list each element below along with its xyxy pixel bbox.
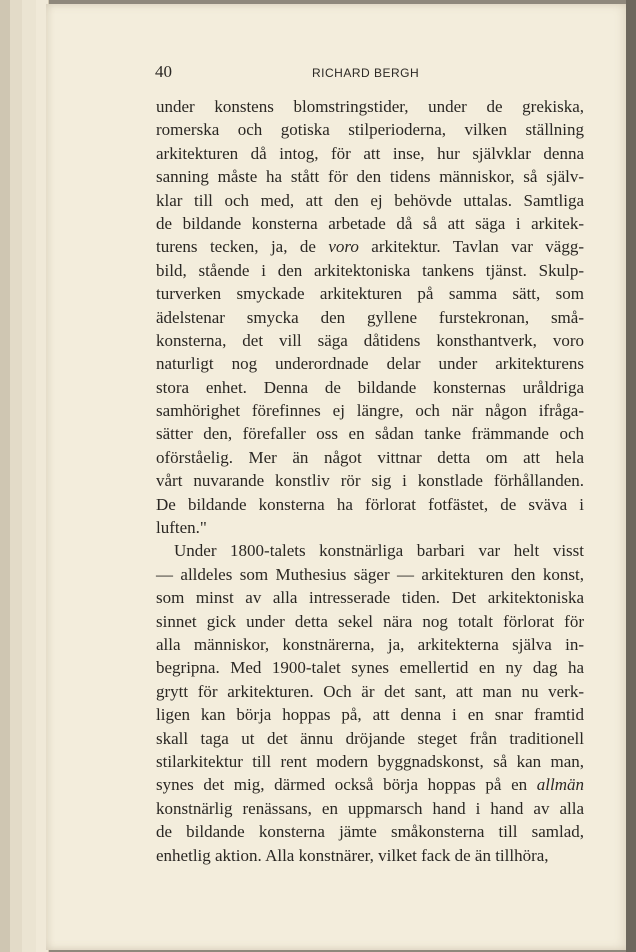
text-line: grytt för arkitekturen. Och är det sant, att man nu verk- [156, 681, 584, 701]
text-line: sanning måste ha stått för den tidens människor, så själv- [156, 167, 584, 187]
text-line: romerska och gotiska stilperioderna, vilken ställning [156, 120, 584, 140]
text-line: samhörighet förefinnes ej längre, och när någon ifråga- [156, 401, 584, 421]
page-header [155, 62, 585, 86]
italic-word: voro [328, 237, 359, 257]
running-head: RICHARD BERGH [312, 66, 420, 80]
text-line: ädelstenar smycka den gyllene furstekronan, små- [156, 307, 584, 327]
text-line: naturligt nog underordnade delar under arkitekturens [156, 354, 584, 374]
text-line: begripna. Med 1900-talet synes emellertid en ny dag ha [156, 658, 584, 678]
text-line: sätter den, förefaller oss en sådan tanke främmande och [156, 424, 584, 444]
text-line: De bildande konsterna ha förlorat fotfästet, de sväva i [156, 494, 584, 514]
italic-word: allmän [536, 775, 584, 795]
text-line: vårt nuvarande konstliv rör sig i konstlade förhållanden. [156, 471, 584, 491]
text-line [156, 235, 584, 258]
text-line: stilarkitektur till rent modern byggnadskonst, så kan man, [156, 751, 584, 771]
text-line: ligen kan börja hoppas på, att denna i en snar framtid [156, 705, 584, 725]
text-line [156, 773, 584, 796]
text-line: stora enhet. Denna de bildande konsternas uråldriga [156, 377, 584, 397]
text-line: enhetlig aktion. Alla konstnärer, vilket fack de än tillhöra, [156, 845, 549, 865]
page-stack-edge [22, 0, 37, 952]
text-line: konsterna, det vill säga dåtidens konsthantverk, voro [156, 330, 584, 350]
text-line: de bildande konsterna arbetade då så att säga i arkitek- [156, 213, 584, 233]
text-line: skall taga ut det ännu dröjande steget från traditionell [156, 728, 584, 748]
text-line: sinnet gick under detta sekel nära nog totalt förlorat för [156, 611, 584, 631]
text-segment: arkitektur. Tavlan var vägg- [358, 237, 585, 257]
text-line: arkitekturen då intog, för att inse, hur självklar denna [156, 143, 584, 163]
text-segment: synes det mig, därmed också börja hoppas på en [156, 775, 537, 795]
text-line: — alldeles som Muthesius säger — arkitekturen den konst, [156, 564, 584, 584]
text-segment: turens tecken, ja, de [156, 237, 329, 257]
paragraph [156, 539, 584, 866]
text-line: luften." [156, 518, 207, 538]
text-line: klar till och med, att den ej behövde uttalas. Samtliga [156, 190, 584, 210]
text-line: oförståelig. Mer än något vittnar detta om att hela [156, 447, 584, 467]
text-line: turverken smyckade arkitekturen på samma sätt, som [156, 284, 584, 304]
text-line: alla människor, konstnärerna, ja, arkitekterna själva in- [156, 634, 584, 654]
text-line: de bildande konsterna jämte småkonsterna till samlad, [156, 822, 584, 842]
text-line: konstnärlig renässans, en uppmarsch hand i hand av alla [156, 798, 584, 818]
text-line: Under 1800-talets konstnärliga barbari var helt visst [174, 541, 584, 561]
page-number: 40 [155, 62, 172, 81]
text-line: bild, stående i den arkitektoniska tankens tjänst. Skulp- [156, 260, 584, 280]
text-line: under konstens blomstringstider, under de grekiska, [156, 97, 584, 116]
body-text [156, 95, 584, 867]
scan-background-edge [626, 0, 636, 952]
text-line: som minst av alla intresserade tiden. Det arkitektoniska [156, 588, 584, 608]
paragraph [156, 95, 584, 539]
